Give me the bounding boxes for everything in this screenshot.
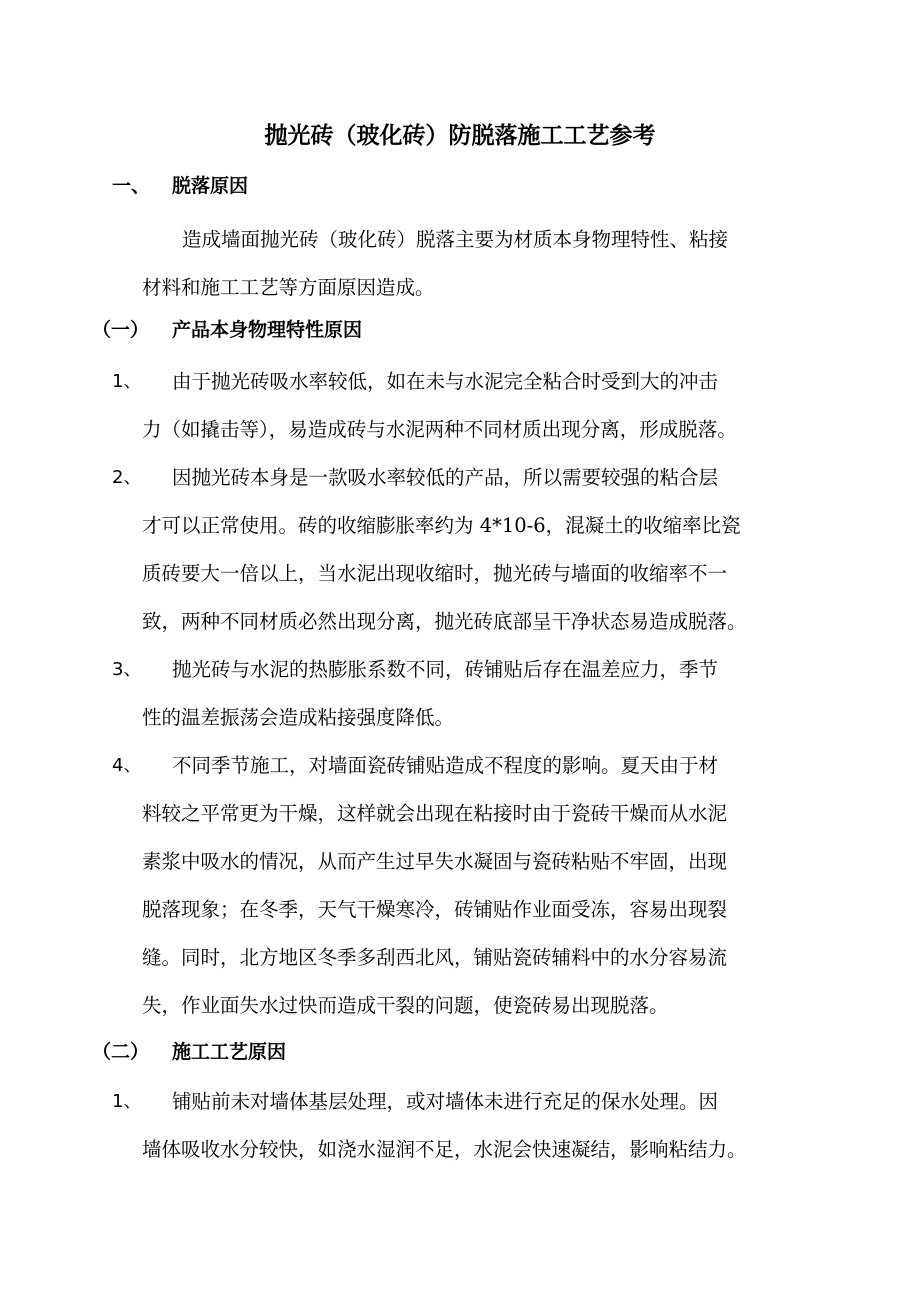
intro-paragraph <box>142 216 792 312</box>
item-line: 由于抛光砖吸水率较低，如在未与水泥完全粘合时受到大的冲击 <box>172 370 719 393</box>
item-line: 素浆中吸水的情况，从而产生过早失水凝固与瓷砖粘贴不牢固，出现 <box>142 850 728 873</box>
item-line: 不同季节施工，对墙面瓷砖铺贴造成不程度的影响。夏天由于材 <box>172 754 719 777</box>
item-line: 料较之平常更为干燥，这样就会出现在粘接时由于瓷砖干燥而从水泥 <box>142 802 728 825</box>
item-line: 抛光砖与水泥的热膨胀系数不同，砖铺贴后存在温差应力，季节 <box>172 658 719 681</box>
document-title: 抛光砖（玻化砖）防脱落施工工艺参考 <box>264 123 656 149</box>
item-line: 铺贴前未对墙体基层处理，或对墙体未进行充足的保水处理。因 <box>172 1090 719 1113</box>
item-line: 失，作业面失水过快而造成干裂的问题，使瓷砖易出现脱落。 <box>142 994 669 1017</box>
item-number: 4、 <box>112 755 142 776</box>
section-title: 脱落原因 <box>172 175 249 197</box>
list-item <box>112 646 802 742</box>
subsection-number: （一） <box>92 319 150 341</box>
item-line: 因抛光砖本身是一款吸水率较低的产品，所以需要较强的粘合层 <box>172 466 719 489</box>
subsection-heading-2 <box>92 1034 286 1070</box>
item-line: 力（如撬击等），易造成砖与水泥两种不同材质出现分离，形成脱落。 <box>142 418 737 441</box>
item-line: 性的温差振荡会造成粘接强度降低。 <box>142 706 455 729</box>
item-number: 2、 <box>112 467 142 488</box>
subsection-heading-1 <box>92 312 362 348</box>
section-number: 一、 <box>112 175 151 197</box>
item-line: 缝。同时，北方地区冬季多刮西北风，铺贴瓷砖辅料中的水分容易流 <box>142 946 728 969</box>
subsection-title: 施工工艺原因 <box>172 1041 287 1063</box>
item-line: 才可以正常使用。砖的收缩膨胀率约为 4*10-6，混凝土的收缩率比瓷 <box>142 514 741 537</box>
paragraph-line: 造成墙面抛光砖（玻化砖）脱落主要为材质本身物理特性、粘接 <box>182 228 729 251</box>
item-number: 1、 <box>112 371 142 392</box>
item-number: 1、 <box>112 1091 142 1112</box>
item-line: 墙体吸收水分较快，如浇水湿润不足，水泥会快速凝结，影响粘结力。 <box>142 1138 747 1161</box>
paragraph-line: 材料和施工工艺等方面原因造成。 <box>142 276 435 299</box>
list-item <box>112 742 802 1030</box>
list-item <box>112 454 802 646</box>
list-item <box>112 1078 802 1174</box>
item-number: 3、 <box>112 659 142 680</box>
section-heading-1 <box>112 168 248 204</box>
subsection-title: 产品本身物理特性原因 <box>172 319 363 341</box>
item-line: 质砖要大一倍以上，当水泥出现收缩时，抛光砖与墙面的收缩率不一 <box>142 562 728 585</box>
item-line: 致，两种不同材质必然出现分离，抛光砖底部呈干净状态易造成脱落。 <box>142 610 747 633</box>
item-line: 脱落现象；在冬季，天气干燥寒冷，砖铺贴作业面受冻，容易出现裂 <box>142 898 728 921</box>
list-item <box>112 358 802 454</box>
subsection-number: （二） <box>92 1041 150 1063</box>
